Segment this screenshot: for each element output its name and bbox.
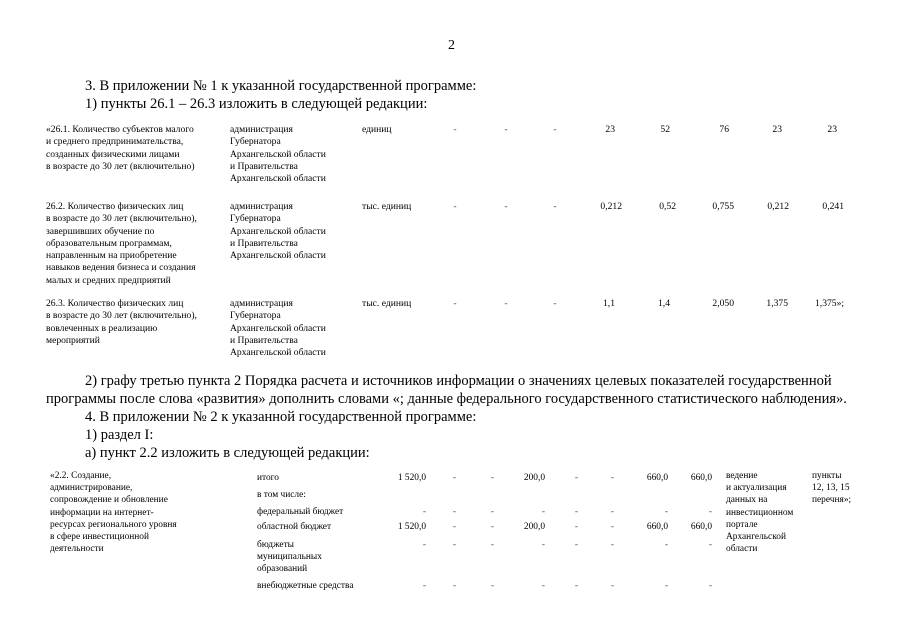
cell-dash: - (504, 124, 508, 135)
cell-dash: - (422, 581, 426, 591)
cell-value: 660,0 (646, 473, 668, 483)
cell-value: 0,212 (600, 201, 622, 212)
cell-value: 660,0 (690, 473, 712, 483)
cell-dash: - (610, 473, 614, 483)
cell-dash: - (490, 581, 494, 591)
cell-value: 200,0 (523, 473, 545, 483)
cell-value: 1 520,0 (397, 522, 426, 532)
cell-dash: - (422, 507, 426, 517)
cell-dash: - (452, 507, 456, 517)
cell-dash: - (422, 540, 426, 550)
cell-dash: - (490, 540, 494, 550)
cell-value: 1,1 (603, 298, 615, 309)
funding-source-label: областной бюджет (257, 522, 332, 532)
cell-value: 76 (719, 124, 729, 135)
cell-value: 0,52 (659, 201, 676, 212)
cell-dash: - (574, 540, 578, 550)
indicator-name: 26.2. Количество физических лиц в возрасте до 30 лет (включительно), завершивших обучение по образовательным программам, направленным на приобретение навыков ведения бизнеса и создания малых и средних предприятий (46, 201, 197, 286)
cell-value: 23 (772, 124, 782, 135)
cell-dash: - (490, 507, 494, 517)
cell-dash: - (664, 540, 668, 550)
cell-dash: - (452, 540, 456, 550)
cell-value: 200,0 (523, 522, 545, 532)
cell-dash: - (541, 581, 545, 591)
activity-reference: пункты 12, 13, 15 перечня»; (812, 471, 852, 506)
cell-value: 23 (827, 124, 837, 135)
cell-dash: - (574, 522, 578, 532)
cell-dash: - (452, 473, 456, 483)
indicator-executor: администрация Губернатора Архангельской области и Правительства Архангельской области (230, 124, 326, 185)
cell-dash: - (574, 581, 578, 591)
indicator-executor: администрация Губернатора Архангельской области и Правительства Архангельской области (230, 298, 326, 359)
indicator-name: 26.3. Количество физических лиц в возрасте до 30 лет (включительно), вовлеченных в реализацию мероприятий (46, 298, 197, 346)
page-number: 2 (448, 38, 455, 53)
cell-dash: - (610, 507, 614, 517)
cell-dash: - (574, 507, 578, 517)
cell-dash: - (610, 522, 614, 532)
cell-dash: - (574, 473, 578, 483)
cell-dash: - (664, 581, 668, 591)
cell-dash: - (553, 298, 557, 309)
funding-source-label: бюджеты муниципальных образований (257, 540, 322, 575)
cell-value: 0,755 (712, 201, 734, 212)
section-3-subitem-2-line1: 2) графу третью пункта 2 Порядка расчета и источников информации о значениях целевых показателей государственной (85, 373, 832, 389)
activity-name: «2.2. Создание, администрирование, сопровождение и обновление информации на интернет- ресурсах регионального уровня в сфере инвестиционной деятельности (50, 471, 177, 555)
cell-dash: - (610, 540, 614, 550)
cell-dash: - (541, 507, 545, 517)
cell-dash: - (453, 298, 457, 309)
cell-dash: - (504, 298, 508, 309)
indicator-name: «26.1. Количество субъектов малого и среднего предпринимательства, созданных физическими лицами в возрасте до 30 лет (включительно) (46, 124, 195, 172)
cell-dash: - (453, 124, 457, 135)
indicator-unit: единиц (362, 124, 392, 135)
funding-source-label: в том числе: (257, 490, 306, 500)
cell-value: 660,0 (646, 522, 668, 532)
cell-value: 0,241 (822, 201, 844, 212)
funding-source-label: федеральный бюджет (257, 507, 344, 517)
cell-value: 2,050 (712, 298, 734, 309)
cell-dash: - (490, 473, 494, 483)
cell-value: 1,4 (658, 298, 670, 309)
cell-value: 52 (660, 124, 670, 135)
cell-dash: - (610, 581, 614, 591)
cell-value: 23 (605, 124, 615, 135)
indicator-executor: администрация Губернатора Архангельской области и Правительства Архангельской области (230, 201, 326, 262)
cell-dash: - (452, 581, 456, 591)
cell-dash: - (708, 540, 712, 550)
cell-dash: - (708, 581, 712, 591)
cell-value: 1 520,0 (397, 473, 426, 483)
cell-dash: - (664, 507, 668, 517)
cell-value: 0,212 (767, 201, 789, 212)
indicator-unit: тыс. единиц (362, 201, 412, 212)
cell-dash: - (490, 522, 494, 532)
activity-result: ведение и актуализация данных на инвестиционном портале Архангельской области (726, 471, 794, 555)
cell-value: 1,375 (766, 298, 788, 309)
cell-value: 1,375»; (815, 298, 845, 309)
indicator-unit: тыс. единиц (362, 298, 412, 309)
funding-source-label: итого (257, 473, 279, 483)
cell-dash: - (504, 201, 508, 212)
cell-dash: - (553, 201, 557, 212)
section-3-heading: 3. В приложении № 1 к указанной государственной программе: (85, 78, 477, 94)
section-4-subitem-1: 1) раздел I: (85, 427, 154, 443)
section-4-heading: 4. В приложении № 2 к указанной государственной программе: (85, 409, 477, 425)
cell-dash: - (708, 507, 712, 517)
cell-dash: - (553, 124, 557, 135)
funding-source-label: внебюджетные средства (257, 581, 354, 591)
section-3-subitem-1: 1) пункты 26.1 – 26.3 изложить в следующей редакции: (85, 96, 428, 112)
section-3-subitem-2-line2: программы после слова «развития» дополнить словами «; данные федерального государственного статистического наблюдения». (46, 391, 847, 407)
section-4-subitem-a: а) пункт 2.2 изложить в следующей редакции: (85, 445, 370, 461)
cell-dash: - (453, 201, 457, 212)
cell-dash: - (452, 522, 456, 532)
cell-dash: - (541, 540, 545, 550)
cell-value: 660,0 (690, 522, 712, 532)
